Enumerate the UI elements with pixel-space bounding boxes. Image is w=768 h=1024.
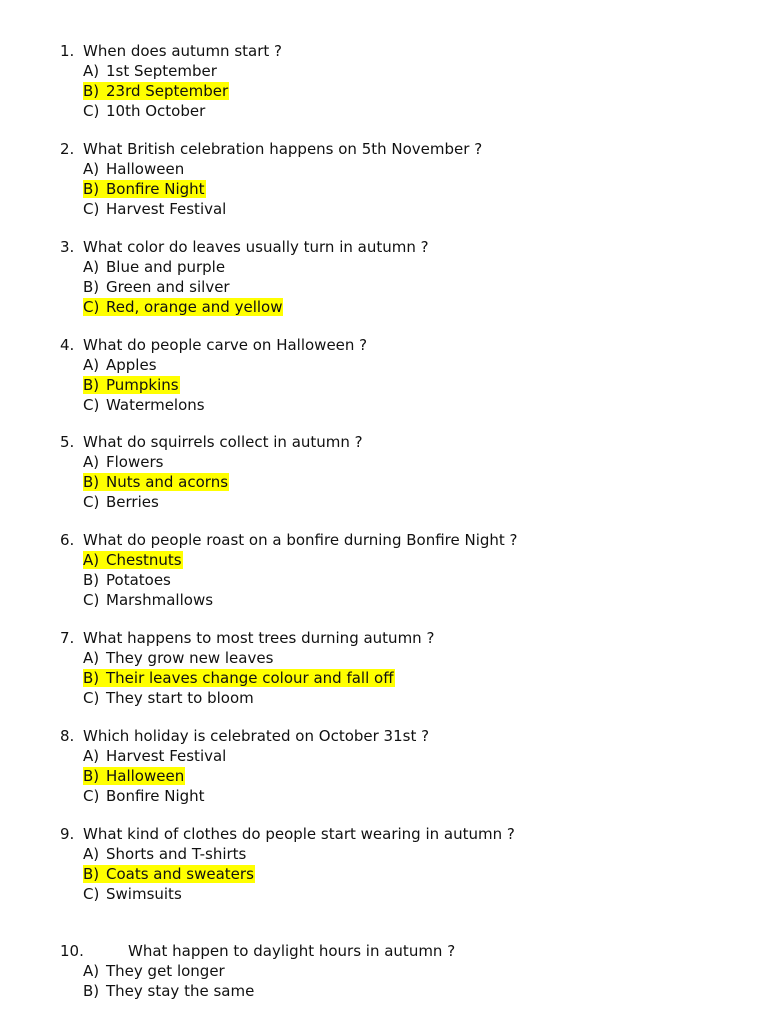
option-text: 1st September — [106, 62, 217, 80]
answer-body — [83, 591, 214, 609]
question-line — [60, 432, 750, 452]
answer-option — [60, 257, 750, 277]
option-text: Swimsuits — [106, 885, 182, 903]
option-letter: C) — [83, 102, 100, 120]
correct-answer-highlight — [83, 551, 183, 569]
option-letter: B) — [83, 767, 100, 785]
answer-body — [83, 102, 206, 120]
question-6 — [60, 530, 750, 610]
answer-option — [60, 688, 750, 708]
option-text: Red, orange and yellow — [106, 298, 283, 316]
correct-answer-highlight — [83, 473, 229, 491]
question-line — [60, 335, 750, 355]
question-7 — [60, 628, 750, 708]
answer-body — [83, 747, 227, 765]
answer-body — [83, 62, 218, 80]
option-text: They stay the same — [106, 982, 255, 1000]
option-text: Marshmallows — [106, 591, 214, 609]
option-text: Halloween — [106, 160, 185, 178]
correct-answer-highlight — [83, 180, 206, 198]
question-1 — [60, 41, 750, 121]
correct-answer-highlight — [83, 865, 255, 883]
option-letter: B) — [83, 473, 100, 491]
answer-body — [83, 885, 183, 903]
answer-option — [60, 884, 750, 904]
question-4 — [60, 335, 750, 415]
question-5 — [60, 432, 750, 512]
answer-option — [60, 981, 750, 1001]
option-letter: B) — [83, 82, 100, 100]
option-letter: C) — [83, 493, 100, 511]
answer-option — [60, 277, 750, 297]
option-text: They start to bloom — [106, 689, 254, 707]
answer-option — [60, 179, 750, 199]
option-letter: B) — [83, 982, 100, 1000]
option-text: 23rd September — [106, 82, 229, 100]
option-letter: C) — [83, 396, 100, 414]
question-text: What do people roast on a bonfire durning Bonfire Night ? — [83, 531, 518, 549]
option-text: They grow new leaves — [106, 649, 274, 667]
question-text: What kind of clothes do people start wearing in autumn ? — [83, 825, 515, 843]
answer-option — [60, 81, 750, 101]
question-text: What British celebration happens on 5th November ? — [83, 140, 483, 158]
answer-option — [60, 668, 750, 688]
option-letter: C) — [83, 689, 100, 707]
question-number: 3. — [60, 238, 75, 256]
answer-option — [60, 61, 750, 81]
question-text: What do people carve on Halloween ? — [83, 336, 368, 354]
option-letter: C) — [83, 787, 100, 805]
option-letter: A) — [83, 551, 100, 569]
option-letter: C) — [83, 591, 100, 609]
question-3 — [60, 237, 750, 317]
option-text: Apples — [106, 356, 157, 374]
option-letter: B) — [83, 571, 100, 589]
question-line — [60, 237, 750, 257]
correct-answer-highlight — [83, 298, 283, 316]
option-letter: A) — [83, 962, 100, 980]
answer-body — [83, 160, 185, 178]
correct-answer-highlight — [83, 376, 180, 394]
answer-body — [83, 982, 255, 1000]
answer-option — [60, 452, 750, 472]
question-number: 4. — [60, 336, 75, 354]
option-text: Nuts and acorns — [106, 473, 229, 491]
answer-body — [83, 258, 226, 276]
option-letter: B) — [83, 669, 100, 687]
question-number: 7. — [60, 629, 75, 647]
option-text: Bonfire Night — [106, 787, 205, 805]
option-letter: A) — [83, 356, 100, 374]
answer-option — [60, 844, 750, 864]
option-text: Chestnuts — [106, 551, 182, 569]
answer-body — [83, 787, 206, 805]
question-text: What happens to most trees durning autumn ? — [83, 629, 435, 647]
answer-option — [60, 199, 750, 219]
question-line — [60, 41, 750, 61]
option-letter: C) — [83, 298, 100, 316]
question-number: 5. — [60, 433, 75, 451]
question-9 — [60, 824, 750, 904]
question-number: 10. — [60, 942, 84, 960]
answer-option — [60, 492, 750, 512]
option-text: Blue and purple — [106, 258, 226, 276]
option-text: Coats and sweaters — [106, 865, 254, 883]
answer-body — [83, 200, 227, 218]
option-text: Harvest Festival — [106, 747, 227, 765]
option-letter: A) — [83, 747, 100, 765]
option-letter: A) — [83, 258, 100, 276]
answer-body — [83, 396, 206, 414]
option-letter: A) — [83, 453, 100, 471]
answer-option — [60, 864, 750, 884]
correct-answer-highlight — [83, 767, 185, 785]
option-text: 10th October — [106, 102, 206, 120]
option-text: Flowers — [106, 453, 164, 471]
question-number: 8. — [60, 727, 75, 745]
answer-option — [60, 961, 750, 981]
question-2 — [60, 139, 750, 219]
question-line — [60, 726, 750, 746]
answer-option — [60, 570, 750, 590]
answer-body — [83, 571, 172, 589]
option-letter: A) — [83, 62, 100, 80]
answer-option — [60, 375, 750, 395]
correct-answer-highlight — [83, 82, 229, 100]
option-text: Berries — [106, 493, 159, 511]
option-text: Shorts and T-shirts — [106, 845, 247, 863]
option-text: Potatoes — [106, 571, 171, 589]
question-text: Which holiday is celebrated on October 31st ? — [83, 727, 430, 745]
option-letter: A) — [83, 845, 100, 863]
answer-option — [60, 472, 750, 492]
answer-body — [83, 962, 226, 980]
option-letter: B) — [83, 278, 100, 296]
question-text: What happen to daylight hours in autumn ? — [128, 942, 456, 960]
option-letter: B) — [83, 376, 100, 394]
answer-option — [60, 159, 750, 179]
answer-body — [83, 356, 158, 374]
question-line — [60, 824, 750, 844]
option-letter: A) — [83, 649, 100, 667]
option-text: Pumpkins — [106, 376, 179, 394]
question-10 — [60, 941, 750, 1001]
answer-body — [83, 278, 231, 296]
answer-body — [83, 689, 255, 707]
answer-body — [83, 453, 164, 471]
answer-body — [83, 649, 274, 667]
answer-option — [60, 766, 750, 786]
question-number: 9. — [60, 825, 75, 843]
answer-option — [60, 355, 750, 375]
answer-option — [60, 395, 750, 415]
option-text: Harvest Festival — [106, 200, 227, 218]
question-text: When does autumn start ? — [83, 42, 282, 60]
answer-option — [60, 746, 750, 766]
answer-option — [60, 786, 750, 806]
option-text: They get longer — [106, 962, 225, 980]
question-text: What color do leaves usually turn in autumn ? — [83, 238, 429, 256]
question-8 — [60, 726, 750, 806]
question-line — [60, 530, 750, 550]
option-text: Watermelons — [106, 396, 205, 414]
option-letter: B) — [83, 180, 100, 198]
answer-body — [83, 493, 160, 511]
question-text: What do squirrels collect in autumn ? — [83, 433, 363, 451]
answer-body — [83, 845, 247, 863]
answer-option — [60, 101, 750, 121]
answer-option — [60, 550, 750, 570]
question-number: 1. — [60, 42, 75, 60]
question-number: 6. — [60, 531, 75, 549]
answer-option — [60, 297, 750, 317]
question-line — [60, 628, 750, 648]
question-line — [60, 139, 750, 159]
option-text: Bonfire Night — [106, 180, 205, 198]
answer-option — [60, 590, 750, 610]
option-letter: A) — [83, 160, 100, 178]
answer-option — [60, 648, 750, 668]
question-line — [60, 941, 750, 961]
option-letter: C) — [83, 885, 100, 903]
option-letter: C) — [83, 200, 100, 218]
correct-answer-highlight — [83, 669, 395, 687]
option-text: Halloween — [106, 767, 185, 785]
option-letter: B) — [83, 865, 100, 883]
option-text: Green and silver — [106, 278, 230, 296]
option-text: Their leaves change colour and fall off — [106, 669, 394, 687]
question-number: 2. — [60, 140, 75, 158]
